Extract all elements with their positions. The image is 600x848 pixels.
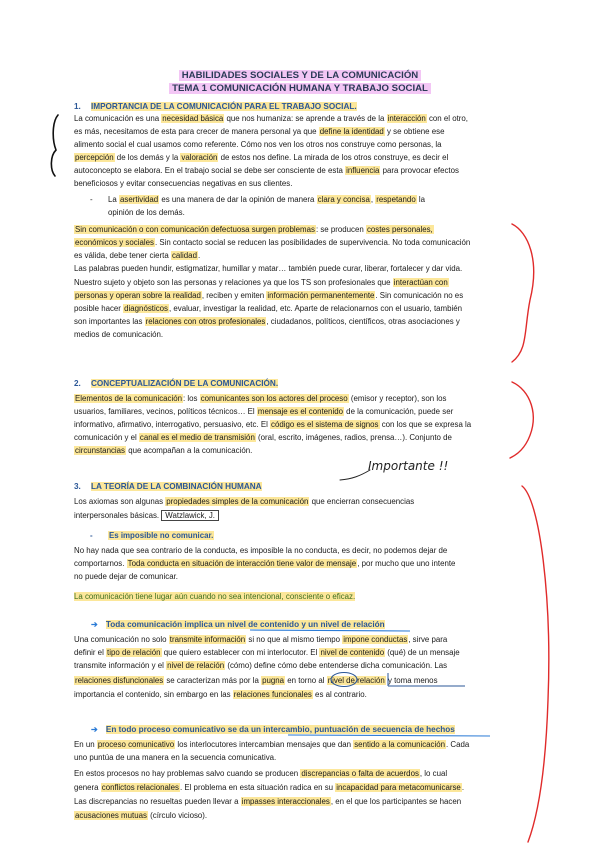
s3-line-13: uno puntúa de una manera en la secuencia comunicativa. [74, 753, 277, 762]
s1-line-15: medios de comunicación. [74, 330, 164, 339]
s1-line-1: La comunicación es una necesidad básica que nos humaniza: se aprende a través de la interacción con el otro, [74, 114, 468, 123]
underline-intercambio [288, 735, 490, 736]
s3-line-17: acusaciones mutuas (círculo vicioso). [75, 811, 208, 820]
s1-line-10: Las palabras pueden hundir, estigmatizar, humillar y matar… también puede curar, liberar, fortalecer y dar vida. [74, 264, 463, 273]
s1-line-3: alimento social el cual usamos como referente. Cómo nos ven los otros nos construye como personas, la [74, 140, 442, 149]
s3-line-16: Las discrepancias no resueltas pueden llevar a impasses interaccionales, en el que los participantes se hacen [74, 797, 462, 806]
arrow-right-icon: ➔ [91, 725, 98, 734]
s1-line-2: es más, necesitamos de esta para crecer de manera personal ya que define la identidad y se obtiene ese [74, 127, 445, 136]
s2-line-2: usuarios, familiares, vecinos, políticos técnicos… El mensaje es el contenido de la comunicación, puede ser [74, 407, 454, 416]
s1-line-11: Nuestro sujeto y objeto son las personas y relaciones ya que los TS son profesionales que interactúan con [74, 278, 448, 287]
s1-bullet-dash: - [90, 195, 93, 204]
document-subtitle: TEMA 1 COMUNICACIÓN HUMANA Y TRABAJO SOCIAL [0, 83, 600, 95]
s1-line-14: son importantes las relaciones con otros profesionales, ciudadanos, políticos, científicos, otras asociaciones y [74, 317, 460, 326]
s3-line-7: Una comunicación no solo transmite información si no que al mismo tiempo impone conductas, sirve para [74, 635, 448, 644]
s2-line-5: circunstancias que acompañan a la comunicación. [75, 446, 253, 455]
s1-bullet-asertividad: La asertividad es una manera de dar la opinión de manera clara y concisa, respetando la [108, 195, 426, 204]
document-title: HABILIDADES SOCIALES Y DE LA COMUNICACIÓN [0, 70, 600, 82]
s3-arrow-item-1: ➔ Toda comunicación implica un nivel de contenido y un nivel de relación [91, 620, 385, 629]
red-bracket-section-3 [522, 486, 549, 842]
s1-line-13: posible hacer diagnósticos, evaluar, investigar la realidad, etc. Aparte de relacionarnos con el usuario, también [74, 304, 463, 313]
s3-line-15: genera conflictos relacionales. El problema en esta situación radica en su incapacidad para metacomunicarse. [74, 783, 465, 792]
s3-line-8: definir el tipo de relación que quiero establecer con mi interlocutor. El nivel de contenido (qué) de un mensaje [74, 648, 460, 657]
underline-nivel-contenido [250, 630, 410, 631]
handwritten-annotation: Importante !! [368, 459, 449, 473]
s3-bullet-axiom-1: Es imposible no comunicar. [109, 531, 214, 540]
s1-line-4: percepción de los demás y la valoración de estos nos define. La mirada de los otros construye, es decir el [75, 153, 449, 162]
s3-line-11: importancia el contenido, sin embargo en las relaciones funcionales es al contrario. [74, 690, 367, 699]
s1-bullet-continuation: opinión de los demás. [108, 208, 185, 217]
section-2-heading: 2. CONCEPTUALIZACIÓN DE LA COMUNICACIÓN. [74, 379, 279, 388]
black-bracket-left [51, 115, 58, 176]
s3-line-10: relaciones disfuncionales se caracterizan más por la pugna en torno al nivel de relación y toma menos [75, 676, 438, 685]
s3-arrow-item-2: ➔ En todo proceso comunicativo se da un intercambio, puntuación de secuencia de hechos [91, 725, 455, 734]
s3-line-1: Los axiomas son algunas propiedades simples de la comunicación que encierran consecuencias [74, 497, 415, 506]
s1-line-6: beneficiosos y evitar consecuencias negativas en sus clientes. [74, 179, 293, 188]
s1-line-5: autoconcepto se elabora. En el trabajo social se debe ser consciente de esta influencia para provocar efectos [74, 166, 459, 175]
arrow-right-icon: ➔ [91, 620, 98, 629]
s3-line-5: no puede dejar de comunicar. [74, 572, 178, 581]
s3-line-3: No hay nada que sea contrario de la conducta, es imposible la no conducta, es decir, no podemos dejar de [74, 546, 448, 555]
s2-line-1: Elementos de la comunicación: los comunicantes son los actores del proceso (emisor y receptor), son los [75, 394, 447, 403]
s2-line-4: comunicación y el canal es el medio de transmisión (oral, escrito, imágenes, radios, prensa…). Conjunto de [74, 433, 452, 442]
s1-line-7: Sin comunicación o con comunicación defectuosa surgen problemas: se producen costes personales, [75, 225, 433, 234]
s3-line-14: En estos procesos no hay problemas salvo cuando se producen discrepancias o falta de acuerdos, lo cual [74, 769, 448, 778]
annotation-pointer [340, 470, 370, 480]
s2-line-3: informativo, afirmativo, interrogativo, persuasivo, etc. El código es el sistema de signos con los que se expresa la [74, 420, 472, 429]
s3-line-6: La comunicación tiene lugar aún cuando no sea intencional, consciente o eficaz. [74, 592, 356, 601]
s3-line-9: transmite información y el nivel de relación (cómo) define cómo debe entenderse dicha comunicación. Las [74, 661, 448, 670]
s3-line-12: En un proceso comunicativo los interlocutores intercambian mensajes que dan sentido a la comunicación. Cada [74, 740, 470, 749]
s3-line-2: interpersonales básicas. Watzlawick, J. [74, 510, 524, 522]
s3-bullet-dash: - [90, 531, 93, 540]
section-3-heading: 3. LA TEORÍA DE LA COMBINACIÓN HUMANA [74, 482, 262, 491]
section-1-heading: 1. IMPORTANCIA DE LA COMUNICACIÓN PARA EL TRABAJO SOCIAL. [74, 102, 357, 111]
s1-line-8: económicos y sociales. Sin contacto social se reducen las posibilidades de supervivencia. No toda comunicación [75, 238, 471, 247]
author-box: Watzlawick, J. [161, 510, 219, 521]
s3-line-4: comportarnos. Toda conducta en situación de interacción tiene valor de mensaje, por mucho que uno intente [74, 559, 456, 568]
s1-line-12: personas y operan sobre la realidad, reciben y emiten información permanentemente. Sin comunicación no es [75, 291, 464, 300]
s1-line-9: es válida, debe tener cierta calidad. [74, 251, 201, 260]
